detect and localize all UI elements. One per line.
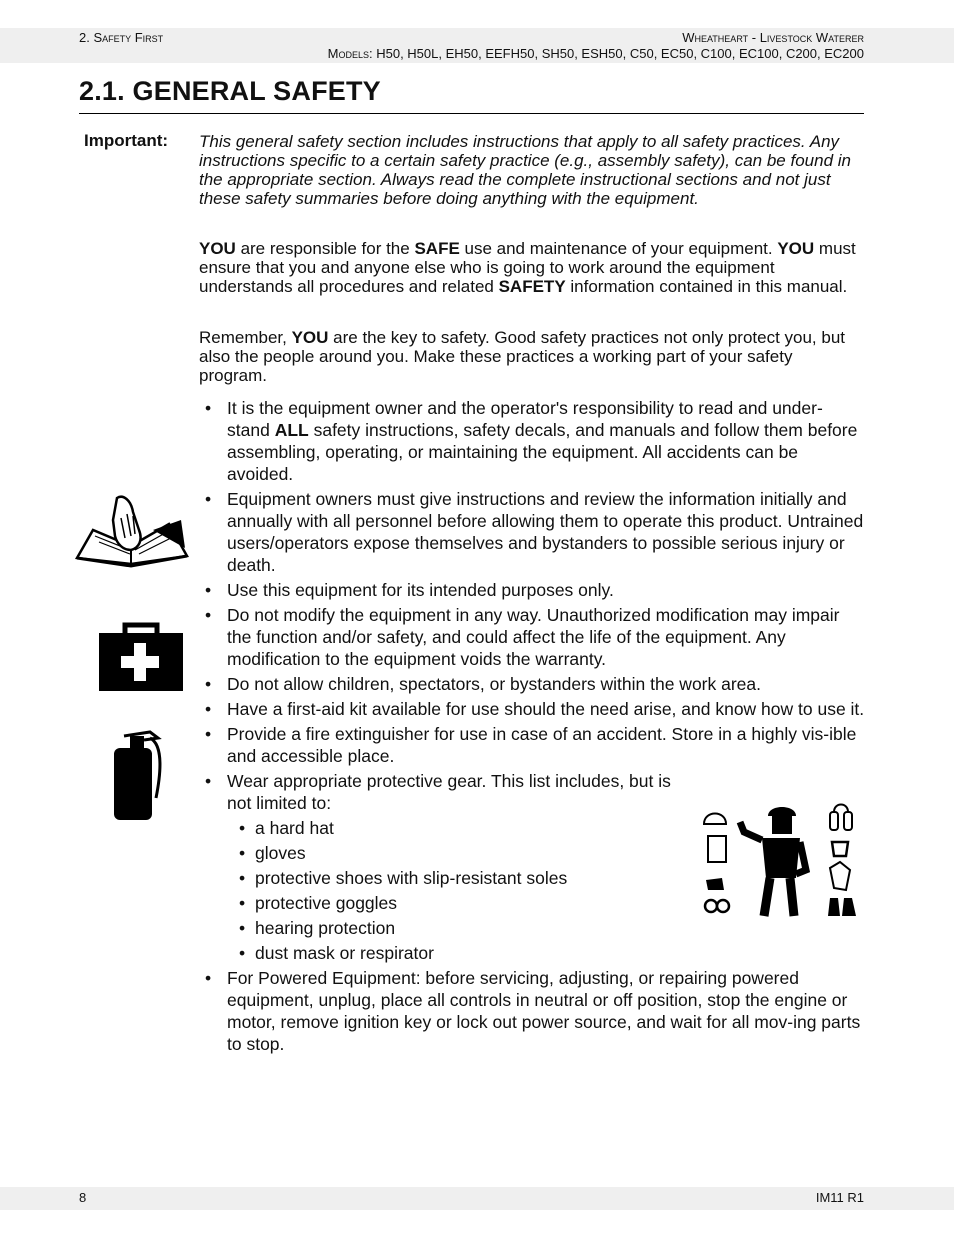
- text: Remember,: [199, 328, 292, 347]
- page-number: 8: [79, 1190, 87, 1205]
- document-id: IM11 R1: [815, 1190, 864, 1205]
- text: are the key to safety. Good safety practices not only protect you, but also the people around you. Make these practices a working part of your safety program.: [199, 328, 846, 385]
- gear-item: • dust mask or respirator: [227, 942, 865, 964]
- bold-safety: SAFETY: [498, 277, 566, 296]
- text: safety instructions, safety decals, and manuals and follow them before assembling, operating, or maintaining the equipment. All accidents can be avoided.: [227, 420, 858, 484]
- page-footer: [0, 1187, 954, 1210]
- list-item: • Do not modify the equipment in any way. Unauthorized modification may impair the function and/or safety, and could affect the life of the equipment. Any modification to the equipment voids the warranty.: [199, 604, 865, 670]
- bold-you: YOU: [291, 328, 329, 347]
- bold-you: YOU: [199, 239, 236, 258]
- header-section: 2. Safety First: [79, 30, 164, 45]
- bold-you: YOU: [777, 239, 815, 258]
- first-aid-kit-icon: [97, 621, 187, 693]
- protective-gear-icon: [700, 798, 860, 922]
- list-item: [199, 397, 865, 485]
- gear-item: • hearing protection: [227, 917, 865, 939]
- responsibility-paragraph: [199, 239, 864, 296]
- text: are responsible for the: [235, 239, 415, 258]
- list-item: • Use this equipment for its intended purposes only.: [199, 579, 865, 601]
- list-item: • For Powered Equipment: before servicing, adjusting, or repairing powered equipment, unplug, place all controls in neutral or off position, stop the engine or motor, remove ignition key or lock out power source, and wait for all mov-ing parts to stop.: [199, 967, 865, 1055]
- bold-safe: SAFE: [414, 239, 460, 258]
- list-item: • Do not allow children, spectators, or bystanders within the work area.: [199, 673, 865, 695]
- gear-item: • gloves: [227, 842, 865, 864]
- text: It is the equipment owner and the operator's responsibility to read and under-stand: [227, 398, 823, 440]
- list-item: • Equipment owners must give instructions and review the information initially and annually with all personnel before allowing them to operate this product. Untrained users/operators expose themselves and bystanders to possible serious injury or death.: [199, 488, 865, 576]
- important-text: This general safety section includes instructions that apply to all safety practices. Any instructions specific to a certain safety practice (e.g., assembly safety), can be found in the appropriate section. Always read the complete instructional sections and not just these safety summaries before doing anything with the equipment.: [199, 132, 851, 208]
- models-list: : H50, H50L, EH50, EEFH50, SH50, ESH50, C50, EC50, C100, EC100, C200, EC200: [369, 46, 864, 61]
- title-rule: [79, 113, 864, 114]
- page-title: 2.1. GENERAL SAFETY: [79, 76, 381, 106]
- text: information contained in this manual.: [565, 277, 848, 296]
- list-item: • Provide a fire extinguisher for use in case of an accident. Store in a highly vis-ible and accessible place.: [199, 723, 865, 767]
- header-product: Wheatheart - Livestock Waterer: [682, 30, 864, 45]
- gear-item: • protective goggles: [227, 892, 865, 914]
- bold-all: ALL: [274, 420, 309, 440]
- gear-item: • protective shoes with slip-resistant soles: [227, 867, 865, 889]
- header-models: [328, 46, 864, 61]
- remember-paragraph: [199, 328, 864, 385]
- models-label: Models: [327, 46, 369, 61]
- protective-gear-intro: • Wear appropriate protective gear. This list includes, but is not limited to:: [227, 771, 671, 813]
- text: use and maintenance of your equipment.: [459, 239, 778, 258]
- page-header: [0, 28, 954, 63]
- important-label: Important:: [84, 131, 169, 150]
- text: must ensure that you and anyone else who is going to work around the equipment understands all procedures and related: [199, 239, 856, 296]
- read-manual-icon: [73, 490, 191, 570]
- fire-extinguisher-icon: [110, 728, 166, 824]
- list-item: • Have a first-aid kit available for use should the need arise, and know how to use it.: [199, 698, 865, 720]
- gear-item: • a hard hat: [227, 817, 865, 839]
- safety-bullet-list: [199, 397, 865, 1058]
